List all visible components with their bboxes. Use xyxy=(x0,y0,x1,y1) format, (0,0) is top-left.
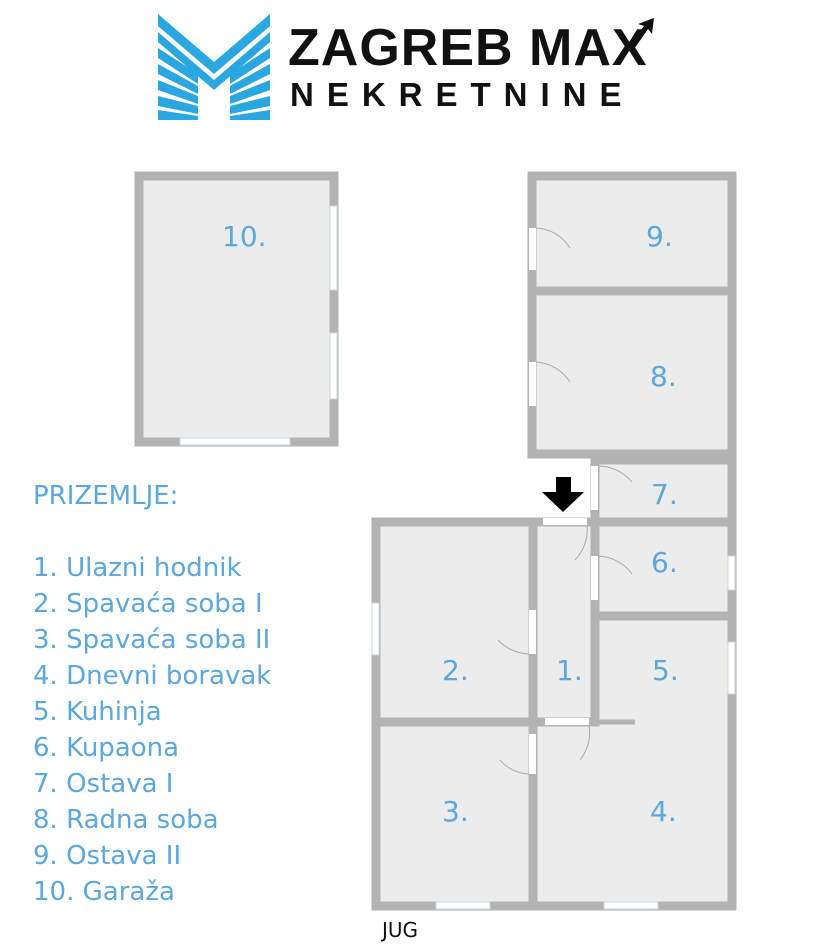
legend-item: 10. Garaža xyxy=(33,877,175,907)
legend-item: 6. Kupaona xyxy=(33,733,180,763)
room-label-3: 3. xyxy=(442,795,469,828)
room-label-4: 4. xyxy=(650,795,677,828)
room-legend xyxy=(33,478,271,910)
legend-item: 3. Spavaća soba II xyxy=(33,625,271,655)
legend-item: 1. Ulazni hodnik xyxy=(33,553,242,583)
legend-item: 8. Radna soba xyxy=(33,805,219,835)
logo-title: ZAGREB MAX xyxy=(288,19,648,77)
orientation-label: JUG xyxy=(382,918,419,942)
legend-item: 4. Dnevni boravak xyxy=(33,661,272,691)
logo-subtitle: NEKRETNINE xyxy=(290,76,635,113)
room-label-10: 10. xyxy=(222,220,267,253)
legend-heading: PRIZEMLJE: xyxy=(33,481,179,511)
room-label-5: 5. xyxy=(652,654,679,687)
room-label-8: 8. xyxy=(650,360,677,393)
room-label-7: 7. xyxy=(651,478,678,511)
room-label-6: 6. xyxy=(651,546,678,579)
entrance-arrow-icon xyxy=(542,477,584,512)
legend-item: 9. Ostava II xyxy=(33,841,182,871)
room-label-1: 1. xyxy=(556,654,583,687)
legend-item: 5. Kuhinja xyxy=(33,697,162,727)
room-label-2: 2. xyxy=(442,654,469,687)
legend-item: 2. Spavaća soba I xyxy=(33,589,263,619)
room-label-9: 9. xyxy=(646,220,673,253)
legend-item: 7. Ostava I xyxy=(33,769,174,799)
